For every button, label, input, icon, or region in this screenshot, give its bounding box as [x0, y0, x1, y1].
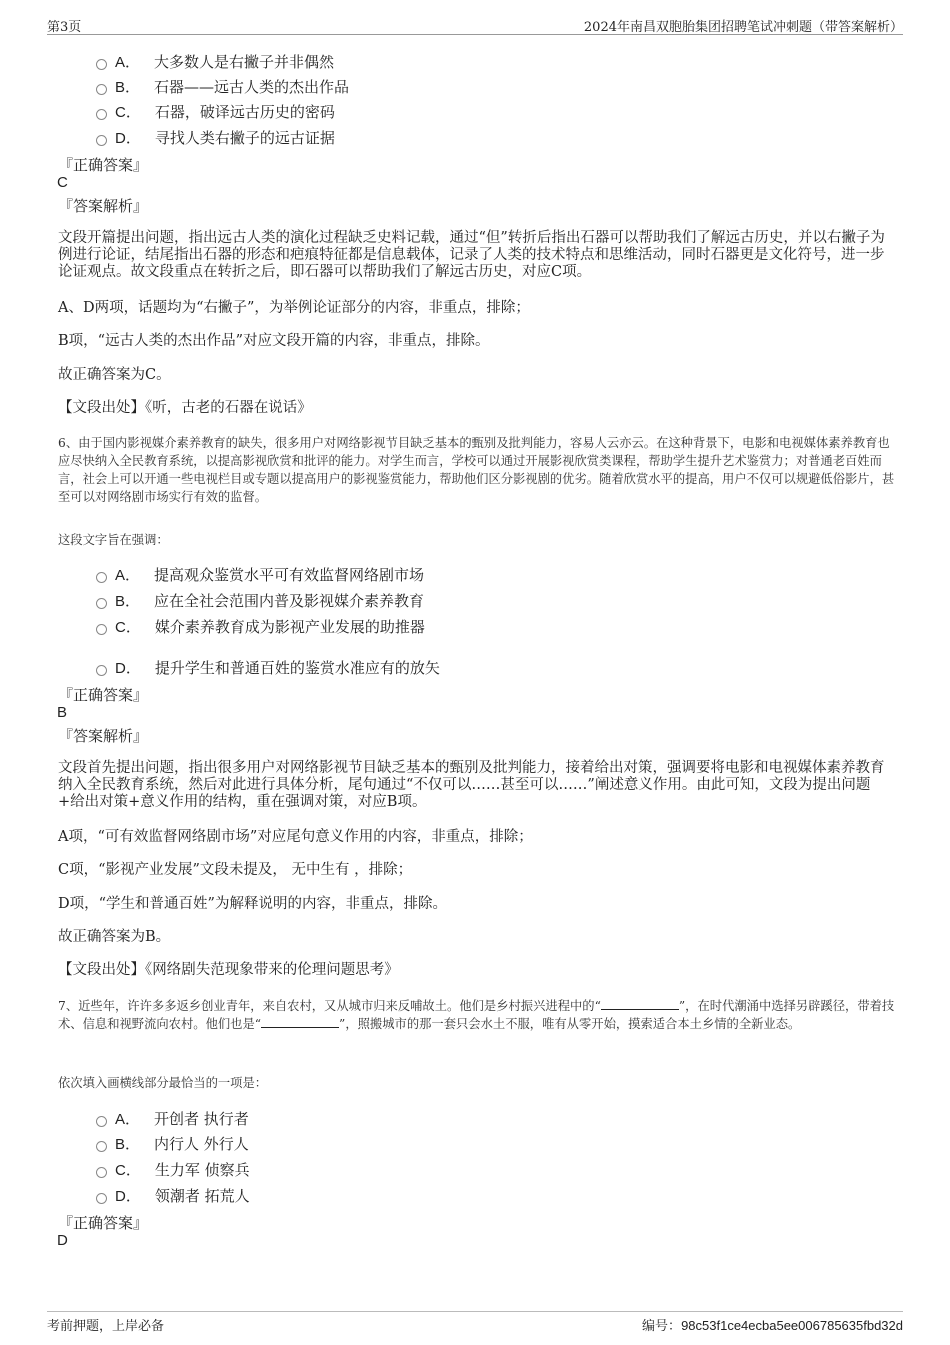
radio-icon[interactable]	[96, 1141, 107, 1152]
radio-icon[interactable]	[96, 1167, 107, 1178]
q6-analysis-label: 『答案解析』	[58, 727, 149, 745]
q6-answer: B	[57, 704, 68, 721]
document-title: 2024年南昌双胞胎集团招聘笔试冲刺题（带答案解析）	[583, 20, 903, 35]
q6-analysis-c: C项，“影视产业发展”文段未提及， 无中生有 ，排除；	[58, 862, 413, 878]
q5-analysis-ad: A、D两项，话题均为“右撇子”，为举例论证部分的内容，非重点，排除；	[58, 300, 530, 316]
radio-icon[interactable]	[96, 59, 107, 70]
q5-analysis-label: 『答案解析』	[58, 197, 149, 215]
q5-analysis-main: 文段开篇提出问题，指出远古人类的演化过程缺乏史料记载，通过“但”转折后指出石器可以帮助我们了解远古历史，并以右撇子为例进行论证，结尾指出石器的形态和疤痕特征都是信息载体，记录了人类的技术特点和思维活动，同时石器更是文化符号，进一步论证观点。故文段重点在转折之后，即石器可以帮助我们了解远古历史，对应C项。	[58, 230, 885, 280]
q5-answer: C	[57, 174, 68, 191]
radio-icon[interactable]	[96, 665, 107, 676]
radio-icon[interactable]	[96, 84, 107, 95]
q7-answer-label: 『正确答案』	[58, 1214, 149, 1232]
q6-analysis-a: A项，“可有效监督网络剧市场”对应尾句意义作用的内容，非重点，排除；	[58, 829, 533, 845]
q7-answer: D	[57, 1232, 68, 1249]
radio-icon[interactable]	[96, 624, 107, 635]
q7-option-b[interactable]: B． 内行人 外行人	[96, 1133, 249, 1153]
page-number: 第3页	[47, 20, 82, 35]
q6-question: 6、由于国内影视媒介素养教育的缺失，很多用户对网络影视节目缺乏基本的甄别及批判能力，容易人云亦云。在这种背景下，电影和电视媒体素养教育也应尽快纳入全民教育系统，以提高影视欣赏和批评的能力。对学生而言，学校可以通过开展影视欣赏类课程，帮助学生提升艺术鉴赏力；对普通老百姓而言，社会上可以开通一些电视栏目或专题以提高用户的影视鉴赏能力，帮助他们区分影视剧的优劣。随着欣赏水平的提高，用户不仅可以规避低俗影片，甚至可以对网络剧市场实行有效的监督。	[58, 436, 895, 504]
q6-prompt: 这段文字旨在强调：	[58, 533, 169, 547]
q5-option-b[interactable]: B． 石器——远古人类的杰出作品	[96, 76, 349, 96]
q7-prompt: 依次填入画横线部分最恰当的一项是：	[58, 1076, 268, 1090]
radio-icon[interactable]	[96, 109, 107, 120]
q7-option-d[interactable]: D． 领潮者 拓荒人	[96, 1185, 250, 1205]
radio-icon[interactable]	[96, 1116, 107, 1127]
document-code: 编号：98c53f1ce4ecba5ee006785635fbd32d	[642, 1318, 903, 1334]
q7-question: 7、近些年，许许多多返乡创业青年，来自农村，又从城市归来反哺故土。他们是乡村振兴进程中的“ ”，在时代潮涌中选择另辟蹊径，带着技术、信息和视野流向农村。他们也是“ ”，照搬城市的那一套只会水土不服，唯有从零开始，摸索适合本土乡情的全新业态。	[58, 999, 895, 1031]
page-footer	[47, 1311, 903, 1336]
q7-option-a[interactable]: A． 开创者 执行者	[96, 1108, 249, 1128]
radio-icon[interactable]	[96, 1193, 107, 1204]
q5-option-c[interactable]: C． 石器，破译远古历史的密码	[96, 101, 335, 121]
q6-option-d[interactable]: D． 提升学生和普通百姓的鉴赏水准应有的放矢	[96, 657, 440, 677]
q6-analysis-main: 文段首先提出问题，指出很多用户对网络影视节目缺乏基本的甄别及批判能力，接着给出对策，强调要将电影和电视媒体素养教育纳入全民教育系统，然后对此进行具体分析，尾句通过“不仅可以……甚至可以……”阐述意义作用。由此可知，文段为提出问题+给出对策+意义作用的结构，重在强调对策，对应B项。	[58, 760, 885, 810]
q6-option-b[interactable]: B． 应在全社会范围内普及影视媒介素养教育	[96, 590, 424, 610]
page-header	[47, 14, 903, 35]
q5-answer-label: 『正确答案』	[58, 156, 149, 174]
q5-option-a[interactable]: A． 大多数人是右撇子并非偶然	[96, 51, 334, 71]
q6-conclusion: 故正确答案为B。	[58, 929, 171, 945]
q5-conclusion: 故正确答案为C。	[58, 367, 171, 383]
fill-blank-1	[601, 999, 679, 1010]
fill-blank-2	[261, 1017, 339, 1028]
radio-icon[interactable]	[96, 572, 107, 583]
q5-analysis-b: B项，“远古人类的杰出作品”对应文段开篇的内容，非重点，排除。	[58, 333, 490, 349]
q6-analysis-d: D项，“学生和普通百姓”为解释说明的内容，非重点，排除。	[58, 896, 447, 912]
q6-source: 【文段出处】《网络剧失范现象带来的伦理问题思考》	[58, 962, 399, 978]
radio-icon[interactable]	[96, 135, 107, 146]
q5-option-d[interactable]: D． 寻找人类右撇子的远古证据	[96, 127, 335, 147]
q6-option-a[interactable]: A． 提高观众鉴赏水平可有效监督网络剧市场	[96, 564, 424, 584]
radio-icon[interactable]	[96, 598, 107, 609]
q7-option-c[interactable]: C． 生力军 侦察兵	[96, 1159, 250, 1179]
q6-option-c[interactable]: C． 媒介素养教育成为影视产业发展的助推器	[96, 616, 425, 636]
q5-source: 【文段出处】《听，古老的石器在说话》	[58, 400, 312, 416]
q6-answer-label: 『正确答案』	[58, 686, 149, 704]
footer-slogan: 考前押题，上岸必备	[47, 1319, 165, 1334]
